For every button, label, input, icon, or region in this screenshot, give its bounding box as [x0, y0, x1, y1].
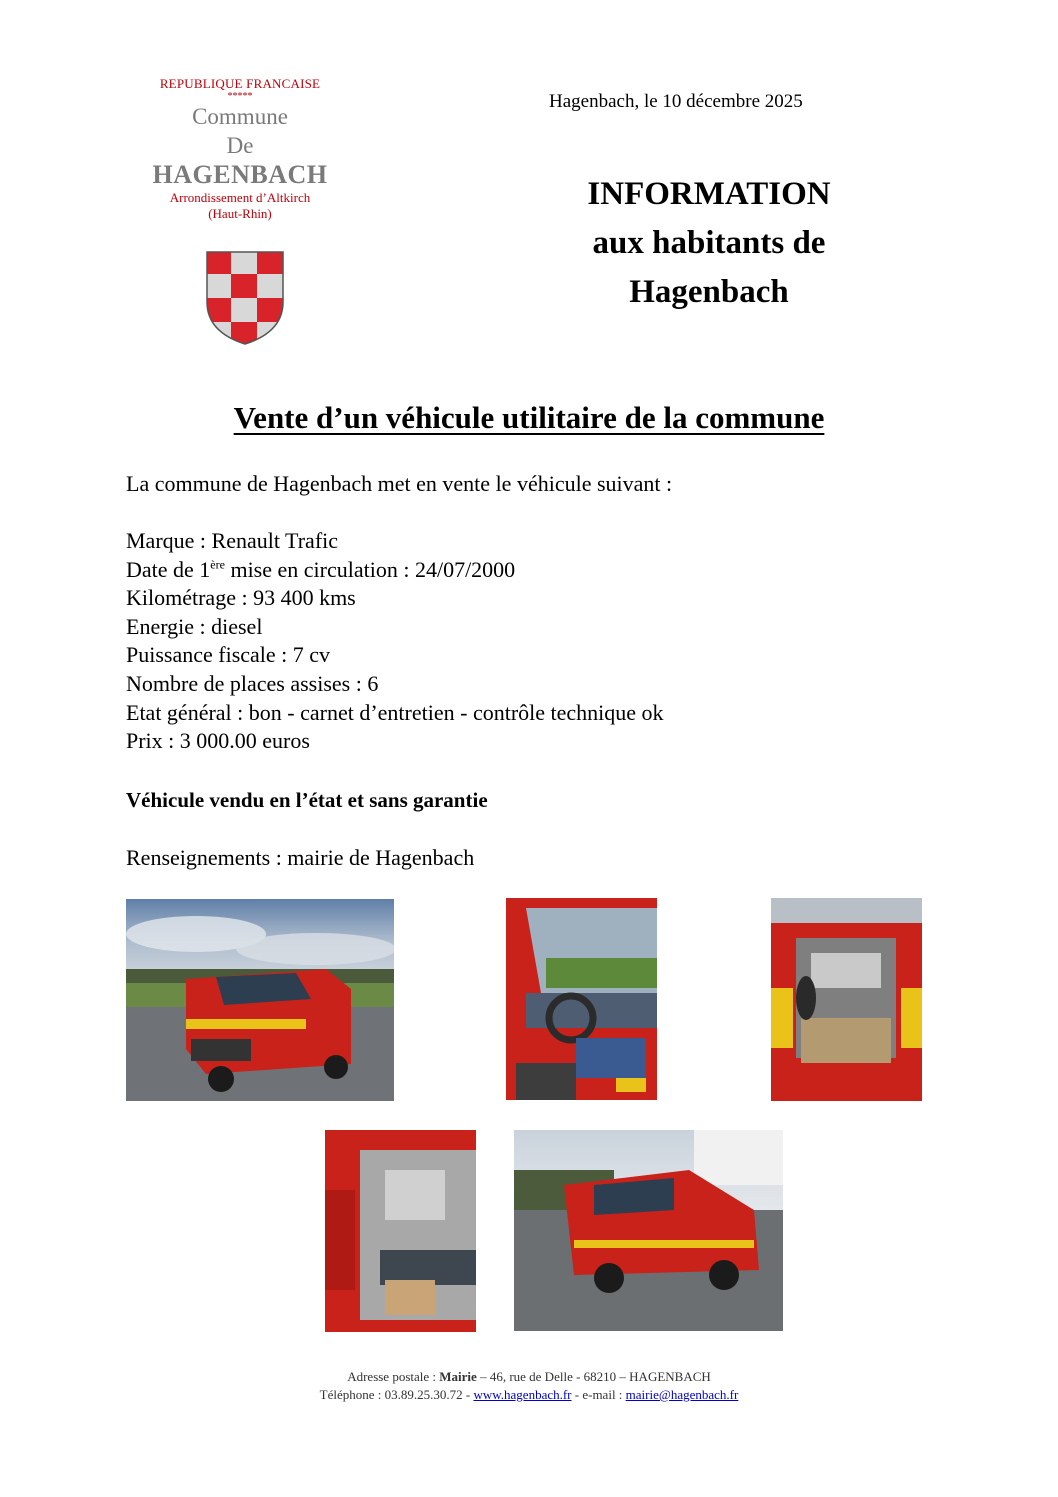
warning-text: Véhicule vendu en l’état et sans garantie — [126, 788, 488, 812]
info-line-3: Hagenbach — [629, 274, 789, 310]
vehicle-details — [126, 527, 664, 756]
footer-mairie: Mairie — [439, 1369, 477, 1384]
detail-date-prefix: Date de 1 — [126, 556, 211, 582]
footer-address-label: Adresse postale : — [347, 1369, 440, 1384]
detail-puissance: Puissance fiscale : 7 cv — [126, 642, 331, 668]
information-title — [560, 170, 858, 317]
page-title — [0, 400, 1058, 436]
document-date: Hagenbach, le 10 décembre 2025 — [549, 91, 803, 112]
detail-prix: Prix : 3 000.00 euros — [126, 728, 310, 754]
footer-address — [0, 1368, 1058, 1386]
info-line-2: aux habitants de — [592, 225, 826, 261]
stars-separator: ***** — [227, 91, 253, 102]
footer-address-rest: – 46, rue de Delle - 68210 – HAGENBACH — [476, 1369, 711, 1384]
van-side-photo — [514, 1130, 783, 1331]
footer-website-link[interactable]: www.hagenbach.fr — [473, 1387, 572, 1402]
van-bench-photo — [325, 1130, 476, 1332]
detail-date-sup: ère — [210, 557, 225, 572]
van-cab-photo — [506, 898, 657, 1100]
detail-etat: Etat général : bon - carnet d’entretien - contrôle technique ok — [126, 699, 664, 725]
detail-energie: Energie : diesel — [126, 613, 263, 639]
info-line-1: INFORMATION — [587, 176, 831, 212]
footer-email-link[interactable]: mairie@hagenbach.fr — [625, 1387, 739, 1402]
page-title-text: Vente d’un véhicule utilitaire de la commune — [233, 400, 825, 435]
coat-of-arms-icon — [205, 250, 285, 346]
detail-date — [126, 556, 664, 585]
footer-email-label: - e-mail : — [571, 1387, 626, 1402]
renseignements-text: Renseignements : mairie de Hagenbach — [126, 845, 475, 870]
town-name: HAGENBACH — [152, 160, 328, 189]
commune-header — [140, 76, 340, 222]
van-front-photo — [126, 899, 394, 1101]
republic-label: REPUBLIQUE FRANCAISE — [159, 76, 321, 91]
footer — [0, 1368, 1058, 1404]
arrondissement-label: Arrondissement d’Altkirch — [169, 190, 311, 205]
detail-kilometrage: Kilométrage : 93 400 kms — [126, 585, 356, 611]
detail-marque: Marque : Renault Trafic — [126, 528, 339, 553]
intro-text: La commune de Hagenbach met en vente le véhicule suivant : — [126, 471, 673, 496]
detail-date-suffix: mise en circulation : 24/07/2000 — [224, 556, 516, 582]
footer-contact — [0, 1386, 1058, 1404]
van-rear-photo — [771, 898, 922, 1101]
footer-tel: Téléphone : 03.89.25.30.72 - — [319, 1387, 474, 1402]
commune-label: Commune — [192, 104, 288, 129]
de-label: De — [226, 133, 254, 158]
department-label: (Haut-Rhin) — [208, 206, 272, 221]
detail-places: Nombre de places assises : 6 — [126, 670, 379, 696]
